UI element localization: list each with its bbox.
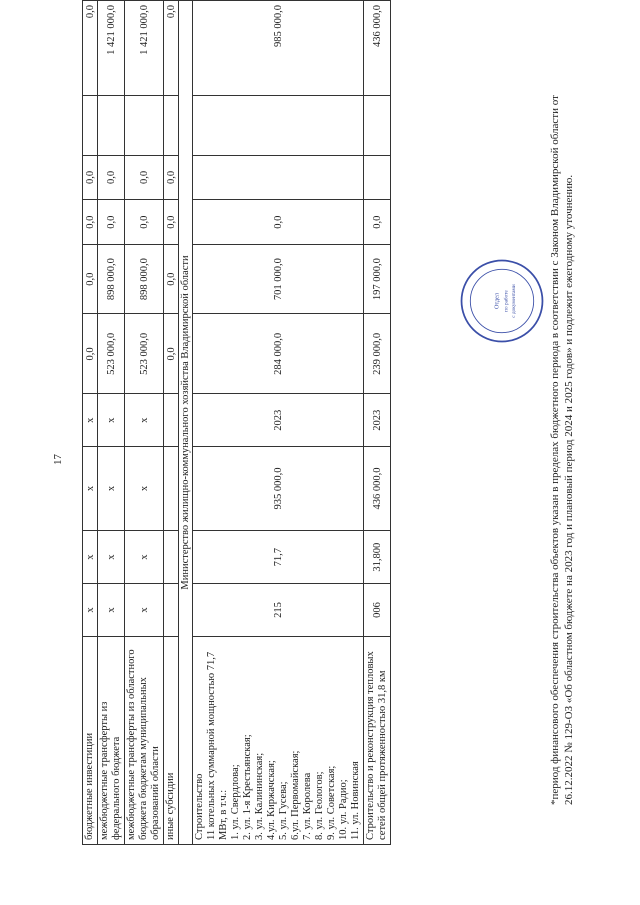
table-row — [83, 1, 98, 845]
row-name: межбюджетные трансферты из федерального бюджета — [98, 636, 125, 844]
svg-text:по работе: по работе — [503, 290, 510, 312]
cell: х — [83, 584, 98, 636]
cell: х — [125, 394, 164, 447]
cell: 006 — [364, 584, 391, 636]
cell: 523 000,0 — [98, 314, 125, 394]
cell: 0,0 — [125, 200, 164, 245]
cell: 0,0 — [164, 314, 179, 394]
cell: х — [125, 530, 164, 583]
cell: 436 000,0 — [364, 447, 391, 531]
cell: х — [125, 584, 164, 636]
cell: х — [98, 584, 125, 636]
cell: 0,0 — [83, 245, 98, 314]
cell: х — [98, 447, 125, 531]
row-name: иные субсидии — [164, 636, 179, 844]
table-row — [193, 1, 364, 845]
table-row — [98, 1, 125, 845]
cell: х — [98, 530, 125, 583]
row-name: межбюджетные трансферты из областного бюджета бюджетам муниципальных образований области — [125, 636, 164, 844]
cell — [364, 155, 391, 200]
cell: 0,0 — [98, 200, 125, 245]
cell — [164, 584, 179, 636]
cell: х — [83, 530, 98, 583]
row-total: 0,0 — [164, 1, 179, 96]
cell: 701 000,0 — [193, 245, 364, 314]
cell — [364, 95, 391, 155]
cell: 898 000,0 — [125, 245, 164, 314]
svg-text:с документами: с документами — [511, 284, 518, 318]
cell — [193, 95, 364, 155]
cell: 0,0 — [83, 314, 98, 394]
cell: 0,0 — [83, 200, 98, 245]
row-total: 985 000,0 — [193, 1, 364, 96]
cell: 935 000,0 — [193, 447, 364, 531]
cell — [98, 95, 125, 155]
section-header: Министерство жилищно-коммунального хозяйства Владимирской области — [179, 1, 193, 845]
cell: 0,0 — [164, 155, 179, 200]
row-total: 1 421 000,0 — [125, 1, 164, 96]
budget-table — [82, 0, 391, 845]
cell: 2023 — [193, 394, 364, 447]
cell: 898 000,0 — [98, 245, 125, 314]
cell: х — [83, 394, 98, 447]
cell: х — [98, 394, 125, 447]
cell: 31,800 — [364, 530, 391, 583]
cell: х — [83, 447, 98, 531]
cell — [164, 447, 179, 531]
cell: 71,7 — [193, 530, 364, 583]
cell: 0,0 — [83, 155, 98, 200]
cell: 284 000,0 — [193, 314, 364, 394]
row-name: бюджетные инвестиции — [83, 636, 98, 844]
cell — [164, 394, 179, 447]
cell: 197 000,0 — [364, 245, 391, 314]
table-row — [164, 1, 179, 845]
cell: 0,0 — [193, 200, 364, 245]
cell: х — [125, 447, 164, 531]
budget-table-body — [83, 1, 391, 845]
cell — [193, 155, 364, 200]
row-total: 1 421 000,0 — [98, 1, 125, 96]
section-header-row — [179, 1, 193, 845]
page-number: 17 — [52, 454, 64, 465]
svg-text:Отдел: Отдел — [494, 293, 501, 309]
cell: 0,0 — [98, 155, 125, 200]
table-row — [364, 1, 391, 845]
cell: 0,0 — [125, 155, 164, 200]
row-total: 0,0 — [83, 1, 98, 96]
cell — [125, 95, 164, 155]
cell: 215 — [193, 584, 364, 636]
cell — [164, 95, 179, 155]
table-row — [125, 1, 164, 845]
cell: 0,0 — [164, 200, 179, 245]
cell: 2023 — [364, 394, 391, 447]
cell: 0,0 — [164, 245, 179, 314]
cell: 239 000,0 — [364, 314, 391, 394]
project-name: Строительство и реконструкция тепловых сетей общей протяженностью 31,8 км — [364, 636, 391, 844]
official-stamp-icon — [458, 257, 546, 345]
project-name: Строительство 11 котельных суммарной мощностью 71,7 МВт, в т.ч.: 1. ул. Свердлова; 2. ул. 1-я Крестьянская; 3. ул. Калининская; 4.ул. Киржачская; 5. ул. Гусева; 6.ул. Первомайская; 7. ул. Королева 8. ул. Геологов; 9. ул. Советская; 10. ул. Радио; 11. ул. Новинская — [193, 636, 364, 844]
cell — [164, 530, 179, 583]
cell: 523 000,0 — [125, 314, 164, 394]
cell: 0,0 — [364, 200, 391, 245]
row-total: 436 000,0 — [364, 1, 391, 96]
cell — [83, 95, 98, 155]
footnote: *период финансового обеспечения строительства объектов указан в пределах бюджетного периода в соответствии с Законом Владимирской области от 26.12.2022 № 129-ОЗ «Об областном бюджете на 2023 год и плановый период 2024 и 2025 годов» и подлежит ежегодному уточнению. — [549, 95, 575, 805]
